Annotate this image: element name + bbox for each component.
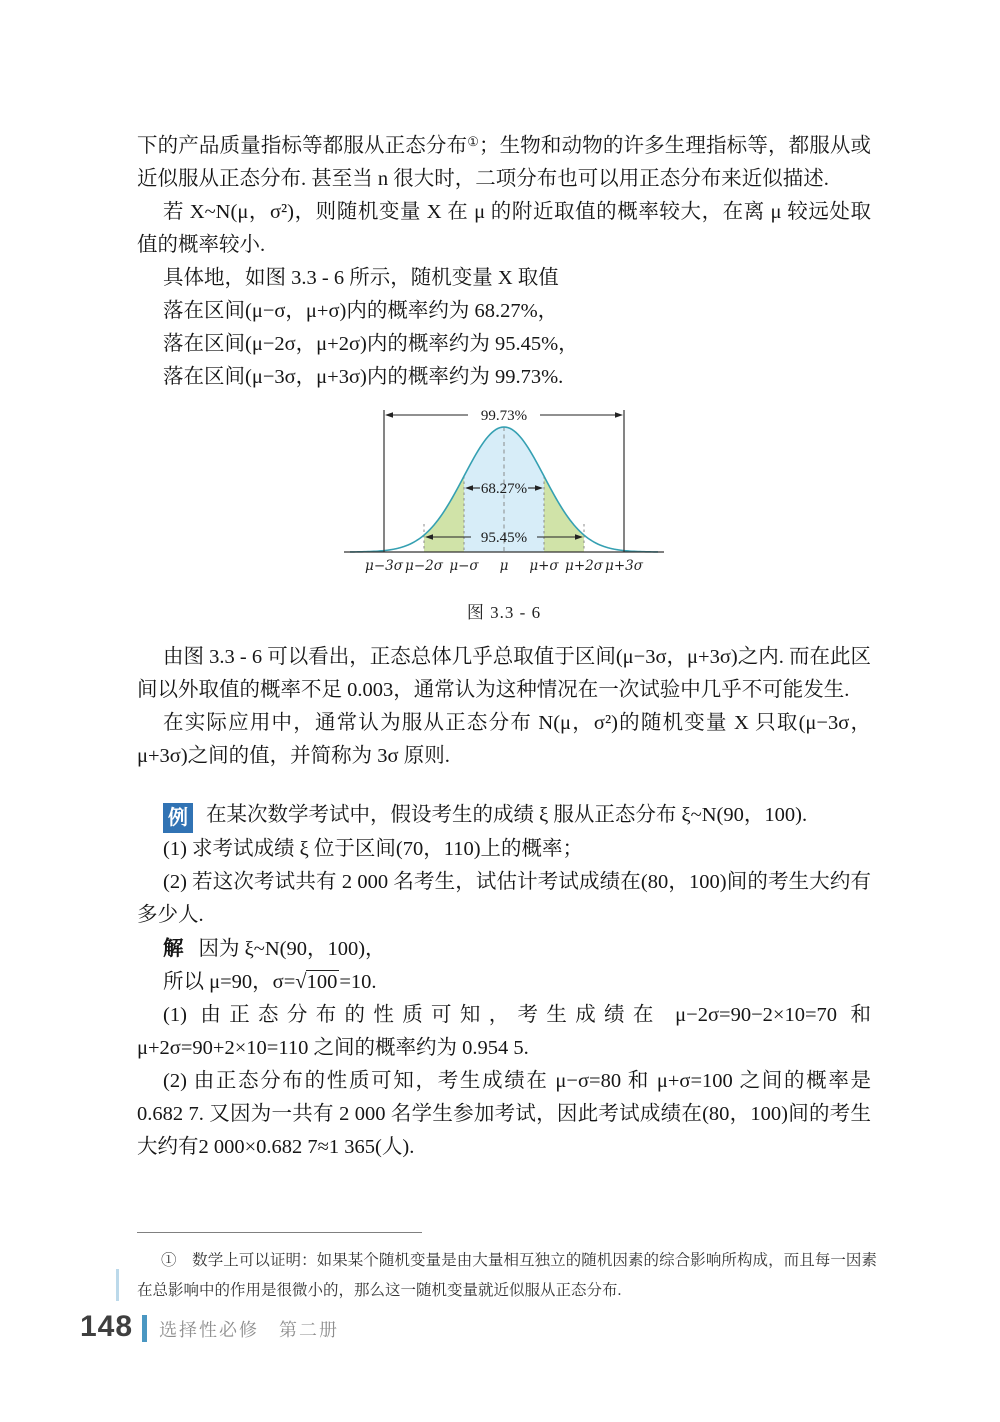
footnote-divider	[137, 1232, 422, 1233]
paragraph-text: ；生物和动物的许多生理指标等，都服从或近似服从正态分布. 甚至当 n 很大时，二项分布也可以用正态分布来近似描述.	[137, 135, 872, 190]
label-6827: 68.27%	[480, 481, 528, 497]
normal-distribution-figure	[137, 402, 871, 629]
interval-line-1sigma: 落在区间(μ−σ，μ+σ)内的概率约为 68.27%，	[163, 300, 559, 322]
arrowhead-right-icon	[615, 412, 623, 418]
solution-text: 因为 ξ~N(90，100)，	[198, 938, 386, 960]
book-title: 选择性必修 第二册	[159, 1319, 340, 1340]
tick-mu-plus-3sigma: μ+3σ	[605, 558, 643, 574]
solution-label: 解	[163, 937, 184, 960]
footnote-reference-mark: ①	[467, 134, 480, 149]
label-9973: 99.73%	[480, 408, 528, 424]
solution-part-2: (2) 由正态分布的性质可知，考生成绩在 μ−σ=80 和 μ+σ=100 之间的概率是 0.682 7. 又因为一共有 2 000 名学生参加考试，因此考试成绩在(80，100)间的考生大约有2 000×0.682 7≈1 365(人).	[137, 1070, 871, 1158]
paragraph-figure-conclusion: 由图 3.3 - 6 可以看出，正态总体几乎总取值于区间(μ−3σ，μ+3σ)之内. 而在此区间以外取值的概率不足 0.003，通常认为这种情况在一次试验中几乎不可能发生.	[137, 646, 871, 701]
tick-mu-plus-2sigma: μ+2σ	[565, 558, 603, 574]
radicand: 100	[306, 971, 338, 993]
paragraph-continuation	[137, 130, 871, 196]
example-badge: 例	[163, 803, 193, 833]
tick-mu-minus-sigma: μ−σ	[449, 558, 479, 574]
interval-line-3sigma: 落在区间(μ−3σ，μ+3σ)内的概率约为 99.73%.	[163, 366, 564, 388]
solution-line-2	[137, 966, 871, 999]
paragraph-text: 下的产品质量指标等都服从正态分布	[137, 135, 468, 157]
square-root-expression	[295, 970, 339, 993]
arrowhead-left-icon	[385, 412, 393, 418]
interval-line-2sigma: 落在区间(μ−2σ，μ+2σ)内的概率约为 95.45%，	[163, 333, 579, 355]
solution-line-1	[137, 932, 871, 966]
footer-divider-bar	[142, 1315, 147, 1342]
example-statement-text: 在某次数学考试中，假设考生的成绩 ξ 服从正态分布 ξ~N(90，100).	[206, 804, 808, 826]
page-body	[137, 130, 871, 1164]
example-question-1: (1) 求考试成绩 ξ 位于区间(70，110)上的概率；	[163, 838, 584, 860]
radical-sign: √	[295, 971, 306, 993]
footnote-section	[137, 1232, 877, 1306]
solution-text: =10.	[339, 971, 377, 993]
tick-mu: μ	[499, 558, 509, 574]
solution-text: 所以 μ=90，σ=	[163, 971, 296, 993]
margin-mark	[116, 1269, 119, 1301]
tick-mu-minus-3sigma: μ−3σ	[365, 558, 403, 574]
page-number: 148	[80, 1310, 134, 1343]
example-statement-line	[137, 799, 871, 833]
paragraph-normal-variable: 若 X~N(μ，σ²)，则随机变量 X 在 μ 的附近取值的概率较大，在离 μ 较远处取值的概率较小.	[137, 201, 871, 256]
footnote-text: ① 数学上可以证明：如果某个随机变量是由大量相互独立的随机因素的综合影响所构成，而且每一因素在总影响中的作用是很微小的，那么这一随机变量就近似服从正态分布.	[137, 1252, 877, 1299]
page-footer	[80, 1310, 339, 1344]
paragraph-3sigma-rule: 在实际应用中，通常认为服从正态分布 N(μ，σ²)的随机变量 X 只取(μ−3σ，μ+3σ)之间的值，并简称为 3σ 原则.	[137, 712, 871, 767]
example-question-2: (2) 若这次考试共有 2 000 名考生，试估计考试成绩在(80，100)间的考生大约有多少人.	[137, 871, 871, 926]
paragraph-figure-lead: 具体地，如图 3.3 - 6 所示，随机变量 X 取值	[163, 267, 559, 289]
figure-caption: 图 3.3 - 6	[466, 603, 542, 622]
tick-mu-minus-2sigma: μ−2σ	[405, 558, 443, 574]
normal-curve-chart	[334, 402, 674, 588]
solution-part-1: (1) 由正态分布的性质可知，考生成绩在 μ−2σ=90−2×10=70 和 μ+2σ=90+2×10=110 之间的概率约为 0.954 5.	[137, 1004, 871, 1059]
tick-mu-plus-sigma: μ+σ	[529, 558, 559, 574]
label-9545: 95.45%	[480, 530, 528, 546]
